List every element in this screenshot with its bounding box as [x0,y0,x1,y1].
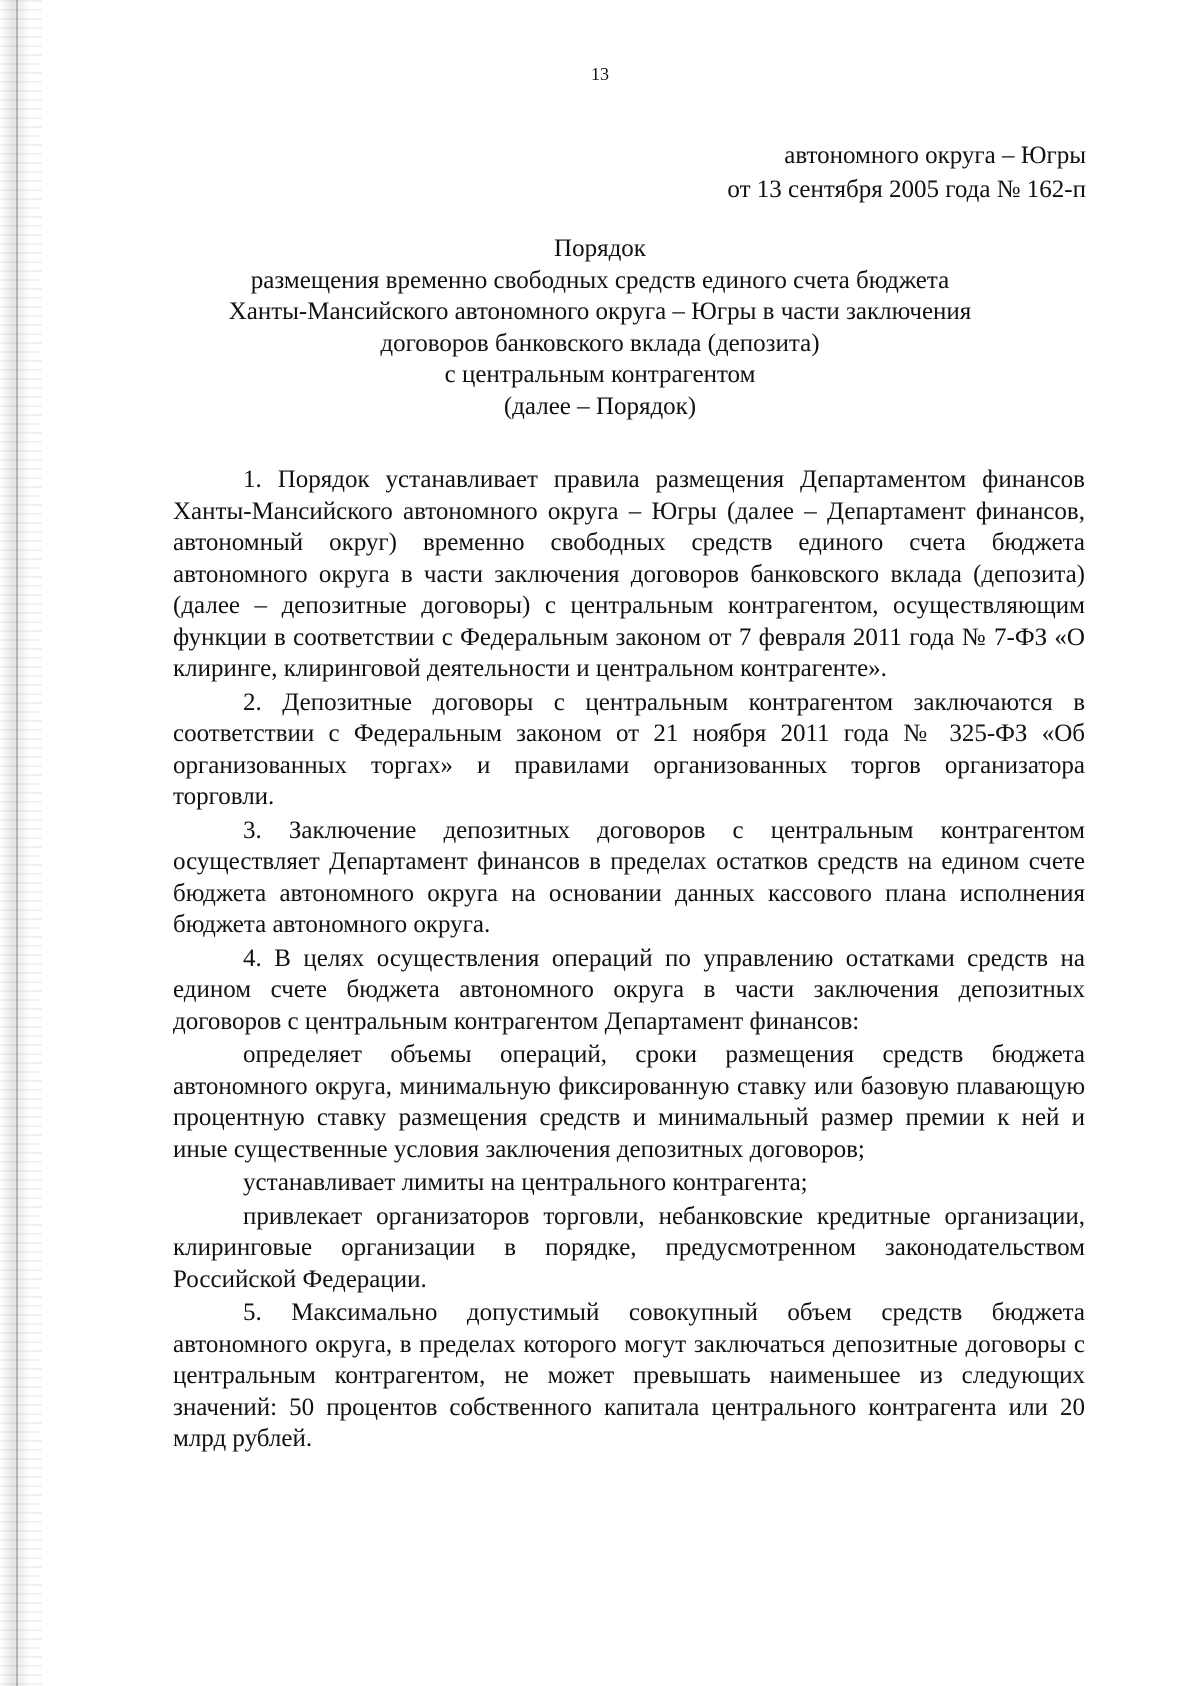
paragraph-1: 1. Порядок устанавливает правила размещения Департаментом финансов Ханты-Мансийского автономного округа – Югры (далее – Департамент финансов, автономный округ) временно свободных средств единого счета бюджета автономного округа в части заключения договоров банковского вклада (депозита) (далее – депозитные договоры) с центральным контрагентом, осуществляющим функции в соответствии с Федеральным законом от 7 февраля 2011 года № 7-ФЗ «О клиринге, клиринговой деятельности и центральном контрагенте». [173,466,1085,682]
title-line-2: размещения временно свободных средств единого счета бюджета [250,266,950,294]
title-line-1: Порядок [554,235,646,262]
page-number: 13 [591,64,609,84]
title-line-3: Ханты-Мансийского автономного округа – Югры в части заключения [228,298,972,325]
paragraph-4-item-1: определяет объемы операций, сроки размещения средств бюджета автономного округа, минимальную фиксированную ставку или базовую плавающую процентную ставку размещения средств и минимальный размер премии к ней и иные существенные условия заключения депозитных договоров; [173,1041,1085,1163]
document-reference [727,139,1086,207]
document-body [173,464,1085,1457]
title-line-5: с центральным контрагентом [444,361,756,388]
title-line-4: договоров банковского вклада (депозита) [380,329,820,357]
paragraph-4: 4. В целях осуществления операций по управлению остатками средств на едином счете бюджета автономного округа в части заключения депозитных договоров с центральным контрагентом Департамент финансов: [173,944,1085,1035]
document-title [180,233,1020,422]
paragraph-4-item-3: привлекает организаторов торговли, небанковские кредитные организации, клиринговые организации в порядке, предусмотренном законодательством Российской Федерации. [173,1202,1085,1293]
paragraph-5: 5. Максимально допустимый совокупный объем средств бюджета автономного округа, в пределах которого могут заключаться депозитные договоры с центральным контрагентом, не может превышать наименьшее из следующих значений: 50 процентов собственного капитала центрального контрагента или 20 млрд рублей. [173,1299,1085,1452]
paragraph-2: 2. Депозитные договоры с центральным контрагентом заключаются в соответствии с Федеральным законом от 21 ноября 2011 года № 325-ФЗ «Об организованных торгах» и правилами организованных торгов организатора торговли. [173,688,1085,810]
title-line-6: (далее – Порядок) [503,392,697,420]
paragraph-3: 3. Заключение депозитных договоров с центральным контрагентом осуществляет Департамент финансов в пределах остатков средств на едином счете бюджета автономного округа на основании данных кассового плана исполнения бюджета автономного округа. [173,816,1085,938]
paragraph-4-item-2: устанавливает лимиты на центрального контрагента; [243,1169,808,1196]
reference-line-2: от 13 сентября 2005 года № 162-п [727,176,1086,203]
reference-line-1: автономного округа – Югры [784,142,1086,169]
